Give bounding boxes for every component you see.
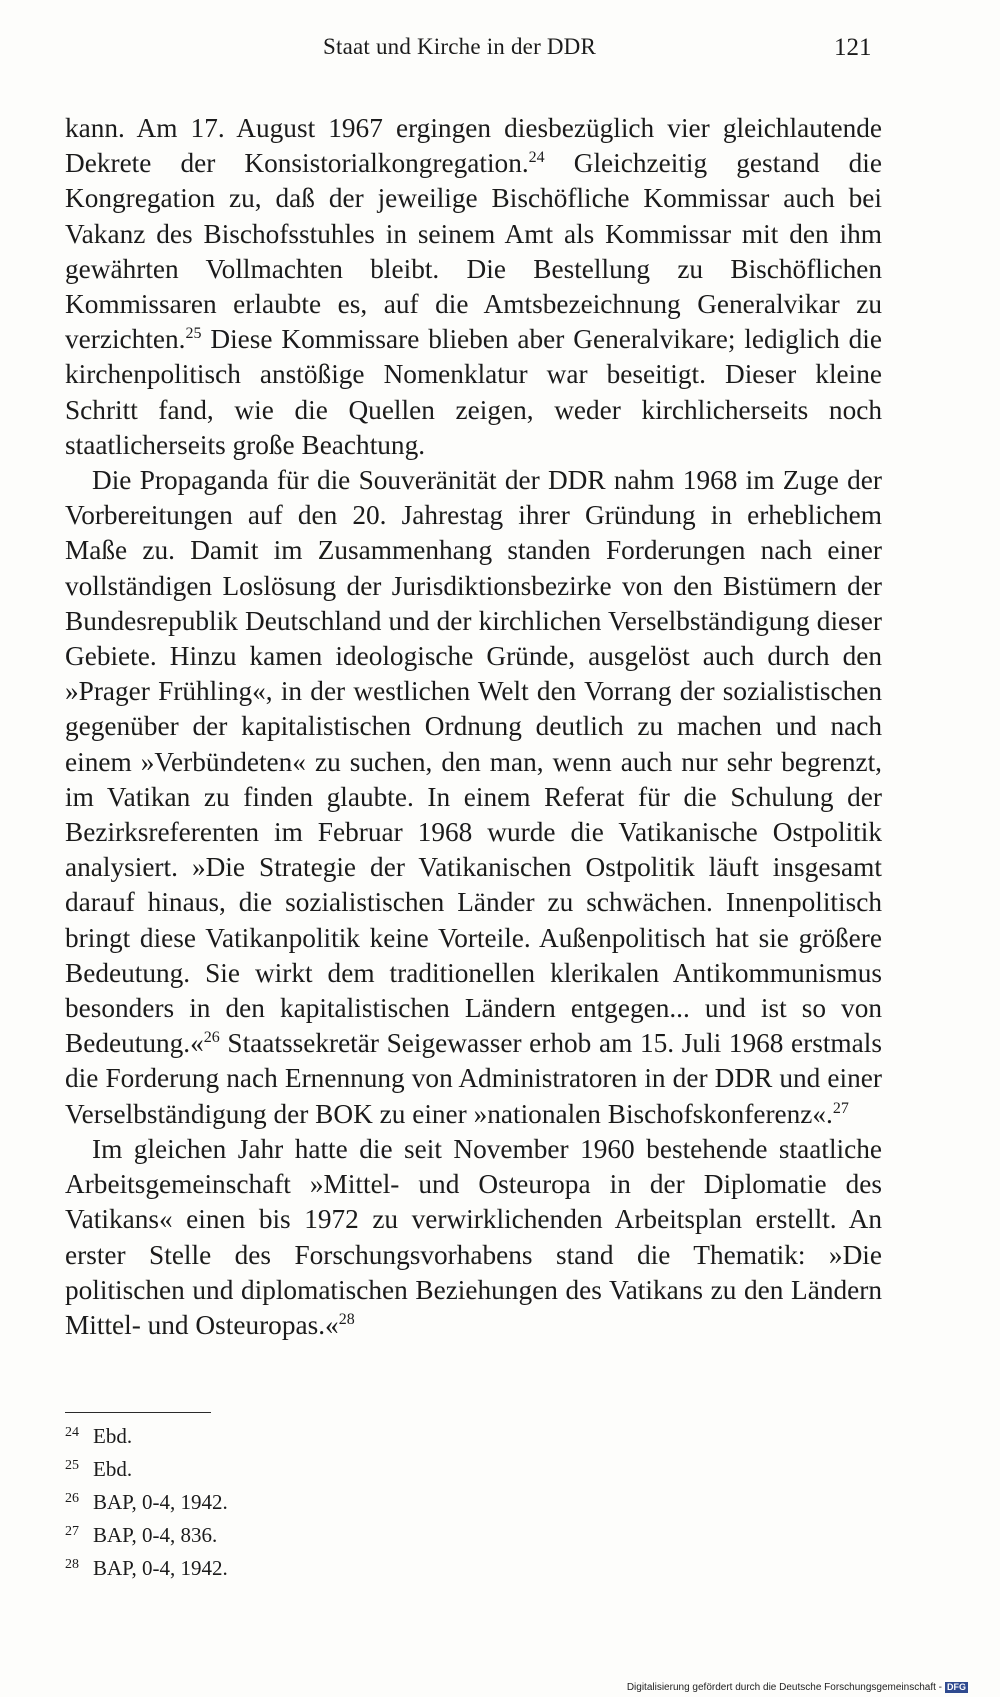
body-text — [65, 111, 882, 1343]
paragraph-text: Gleichzeitig gestand die Kongregation zu, daß der jeweilige Bischöfliche Kommissar auch bei Vakanz des Bischofsstuhles in seinem Amt als Kommissar mit den ihm gewährten Vollmachten bleibt. Die Bestellung zu Bischöflichen Kommissaren erlaubte es, auf die Amtsbezeichnung Generalvikar zu verzichten. — [65, 148, 882, 355]
footnote — [65, 1451, 228, 1484]
footnote-ref: 28 — [338, 1310, 355, 1328]
footnote — [65, 1484, 228, 1517]
footnote-number: 25 — [65, 1458, 79, 1473]
footnote — [65, 1550, 228, 1583]
footnote-number: 28 — [65, 1557, 79, 1572]
footnote-ref: 26 — [203, 1029, 220, 1047]
footnote-ref: 25 — [185, 325, 202, 343]
page-number: 121 — [834, 34, 872, 61]
footnote-text: Ebd. — [93, 1457, 133, 1481]
digitization-credit — [627, 1682, 968, 1693]
running-head — [0, 34, 1000, 68]
footnotes — [65, 1418, 228, 1583]
footnote-text: Ebd. — [93, 1424, 133, 1448]
paragraph — [65, 1132, 882, 1343]
credit-text: Digitalisierung gefördert durch die Deutsche Forschungsgemeinschaft - — [626, 1682, 942, 1693]
paragraph-text: Die Propaganda für die Souveränität der DDR nahm 1968 im Zuge der Vorbereitungen auf den 20. Jahrestag ihrer Gründung in erheblichem Maße zu. Damit im Zusammenhang standen Forderungen nach einer vollständigen Loslösung der Jurisdiktionsbezirke von den Bistümern der Bundesrepublik Deutschland und der kirchlichen Verselbständigung dieser Gebiete. Hinzu kamen ideologische Gründe, ausgelöst auch durch den »Prager Frühling«, in der westlichen Welt den Vorrang der sozialistischen gegenüber der kapitalistischen Ordnung deutlich zu machen und nach einem »Verbündeten« zu suchen, den man, wenn auch nur sehr begrenzt, im Vatikan zu finden glaubte. In einem Referat für die Schulung der Bezirksreferenten im Februar 1968 wurde die Vatikanische Ostpolitik analysiert. »Die Strategie der Vatikanischen Ostpolitik läuft insgesamt darauf hinaus, die sozialistischen Länder zu schwächen. Innenpolitisch bringt diese Vatikanpolitik keine Vorteile. Außenpolitisch hat sie größere Bedeutung. Sie wirkt dem traditionellen klerikalen Antikommunismus besonders in den kapitalistischen Ländern entgegen... und ist so von Bedeutung.« — [65, 465, 882, 1059]
paragraph — [65, 463, 882, 1132]
running-head-title: Staat und Kirche in der DDR — [323, 34, 597, 59]
dfg-logo: DFG — [947, 1682, 966, 1692]
footnote-ref: 27 — [832, 1099, 849, 1117]
footnote-number: 24 — [65, 1425, 79, 1440]
paragraph-text: Diese Kommissare blieben aber Generalvikare; lediglich die kirchenpolitisch anstößige Nomenklatur war beseitigt. Dieser kleine Schritt fand, wie die Quellen zeigen, weder kirchlicherseits noch staatlicherseits große Beachtung. — [65, 324, 882, 460]
paragraph-text: Im gleichen Jahr hatte die seit November 1960 bestehende staatliche Arbeitsgemeinschaft »Mittel- und Osteuropa in der Diplomatie des Vatikans« einen bis 1972 zu verwirklichenden Arbeitsplan erstellt. An erster Stelle des Forschungsvorhabens stand die Thematik: »Die politischen und diplomatischen Beziehungen des Vatikans zu den Ländern Mittel- und Osteuropas.« — [65, 1133, 882, 1340]
footnote-number: 26 — [65, 1491, 79, 1506]
paragraph-text: kann. Am 17. August 1967 ergingen diesbezüglich vier gleichlautende Dekrete der Konsistorialkongregation. — [65, 113, 882, 179]
footnote-text: BAP, 0-4, 1942. — [93, 1490, 228, 1514]
footnote — [65, 1517, 228, 1550]
paragraph-text: Staatssekretär Seigewasser erhob am 15. Juli 1968 erstmals die Forderung nach Ernennung von Administratoren in der DDR und einer Verselbständigung der BOK zu einer »nationalen Bischofskonferenz«. — [65, 1028, 882, 1129]
footnote-text: BAP, 0-4, 836. — [93, 1523, 218, 1547]
footnote — [65, 1418, 228, 1451]
footnote-text: BAP, 0-4, 1942. — [93, 1556, 228, 1580]
paragraph — [65, 111, 882, 463]
footnote-ref: 24 — [528, 149, 545, 167]
footnote-separator — [65, 1412, 211, 1413]
footnote-number: 27 — [65, 1524, 79, 1539]
